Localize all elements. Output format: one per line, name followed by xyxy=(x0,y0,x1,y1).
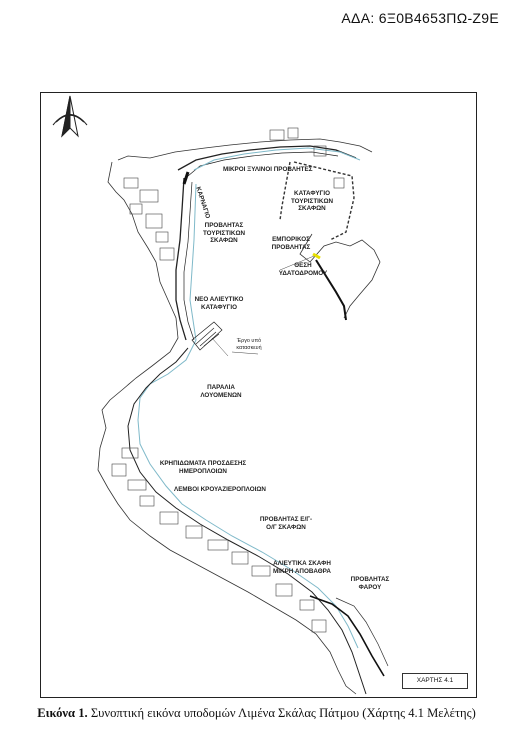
label-day-boat-quays: ΚΡΗΠΙΔΩΜΑΤΑ ΠΡΟΣΔΕΣΗΣ ΗΜΕΡΟΠΛΟΙΩΝ xyxy=(159,460,247,475)
karnagio-slip xyxy=(184,172,188,184)
south-road xyxy=(128,348,366,694)
label-tourist-pier: ΠΡΟΒΛΗΤΑΣ ΤΟΥΡΙΣΤΙΚΩΝ ΣΚΑΦΩΝ xyxy=(202,222,246,244)
ada-code: ΑΔΑ: 6Ξ0Β4653ΠΩ-Ζ9Ε xyxy=(341,10,499,26)
caption-lead: Εικόνα 1. xyxy=(37,706,88,720)
label-under-construction: Έργο υπό κατασκευή xyxy=(236,338,262,351)
label-lighthouse-pier: ΠΡΟΒΛΗΤΑΣ ΦΑΡΟΥ xyxy=(350,576,390,591)
label-commercial-pier: ΕΜΠΟΡΙΚΟΣ ΠΡΟΒΛΗΤΑΣ xyxy=(271,236,311,251)
label-karnagio: ΚΑΡΝΑΓΙΟ xyxy=(194,186,212,220)
north-arrow-icon xyxy=(53,96,87,136)
map-reference-box: ΧΑΡΤΗΣ 4.1 xyxy=(402,673,468,689)
lighthouse-pier-outer xyxy=(336,598,388,666)
figure-caption xyxy=(0,706,513,721)
label-bathing-beach: ΠΑΡΑΛΙΑ ΛΟΥΟΜΕΝΩΝ xyxy=(200,384,242,399)
label-fishing-boats: ΑΛΙΕΥΤΙΚΑ ΣΚΑΦΗ ΜΙΚΡΗ ΑΠΟΒΑΘΡΑ xyxy=(273,560,331,575)
label-tourist-shelter: ΚΑΤΑΦΥΓΙΟ ΤΟΥΡΙΣΤΙΚΩΝ ΣΚΑΦΩΝ xyxy=(290,190,334,212)
label-small-wooden-piers: ΜΙΚΡΟΙ ΞΥΛΙΝΟΙ ΠΡΟΒΛΗΤΕΣ xyxy=(223,166,313,173)
caption-text: Συνοπτική εικόνα υποδομών Λιμένα Σκάλας Πάτμου (Χάρτης 4.1 Μελέτης) xyxy=(87,706,476,720)
label-seaplane-position: ΘΕΣΗ ΥΔΑΤΟΔΡΟΜΟΥ xyxy=(278,262,328,277)
lighthouse-pier xyxy=(310,596,384,676)
label-new-fishing-shelter: ΝΕΟ ΑΛΙΕΥΤΙΚΟ ΚΑΤΑΦΥΓΙΟ xyxy=(194,296,244,311)
label-ferry-pier: ΠΡΟΒΛΗΤΑΣ Ε/Γ-Ο/Γ ΣΚΑΦΩΝ xyxy=(259,516,313,531)
new-fishing-shelter xyxy=(192,322,222,350)
label-cruise-boats: ΛΕΜΒΟΙ ΚΡΟΥΑΖΙΕΡΟΠΛΟΙΩΝ xyxy=(174,486,266,493)
